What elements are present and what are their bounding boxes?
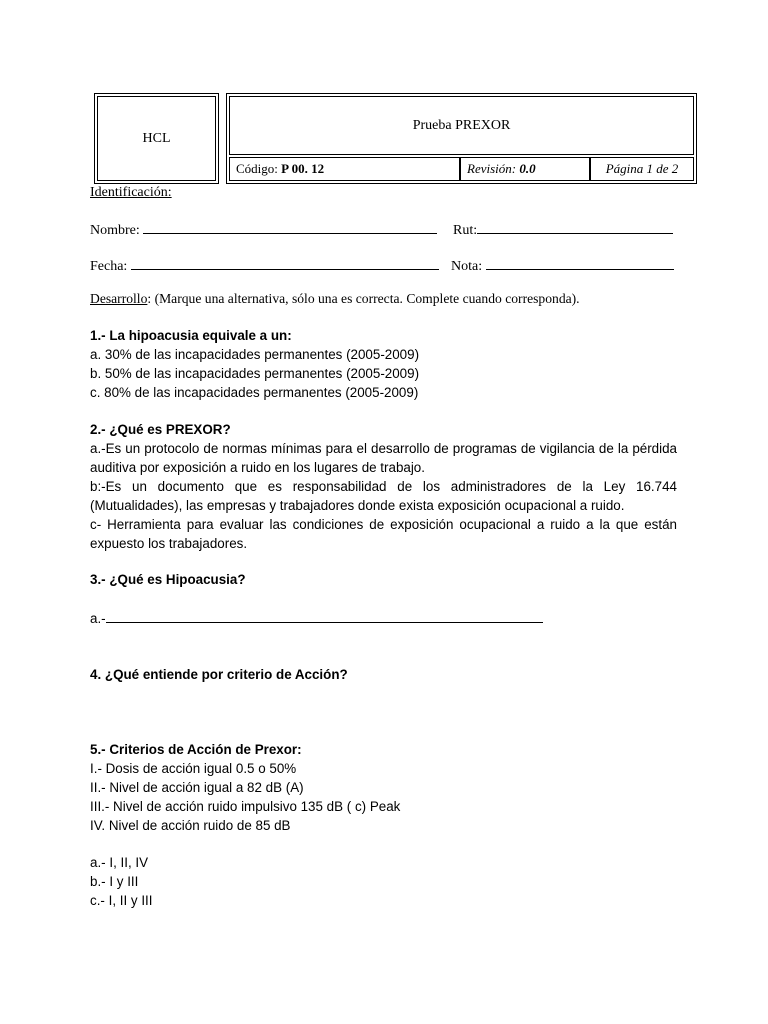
page-indicator: Página 1 de 2: [605, 161, 679, 176]
code-cell: [229, 157, 460, 181]
option-a[interactable]: a.- I, II, IV: [90, 855, 149, 870]
option-b[interactable]: b:-Es un documento que es responsabilidad de los administradores de la Ley 16.744 (Mutualidades), las empresas y trabajadores donde exista exposición ocupacional a ruido.: [90, 479, 677, 513]
instructions-label: Desarrollo: [90, 291, 148, 306]
instructions: [90, 291, 580, 307]
option-b[interactable]: b. 50% de las incapacidades permanentes (2005-2009): [90, 366, 420, 381]
name-field[interactable]: [143, 220, 437, 234]
question-3: [90, 570, 677, 589]
question-title: 5.- Criterios de Acción de Prexor:: [90, 742, 302, 757]
question-title: 1.- La hipoacusia equivale a un:: [90, 328, 292, 343]
org-box: [97, 96, 216, 181]
question-title: 4. ¿Qué entiende por criterio de Acción?: [90, 667, 348, 682]
rut-row: [453, 220, 673, 239]
criterion-1: I.- Dosis de acción igual 0.5 o 50%: [90, 761, 297, 776]
answer-field[interactable]: [106, 609, 543, 623]
identification-heading: Identificación:: [90, 185, 172, 200]
option-c[interactable]: c. 80% de las incapacidades permanentes (2005-2009): [90, 385, 419, 400]
question-title: 3.- ¿Qué es Hipoacusia?: [90, 572, 246, 587]
title-box: [229, 96, 694, 155]
org-name: HCL: [142, 130, 171, 146]
criterion-4: IV. Nivel de acción ruido de 85 dB: [90, 818, 291, 833]
question-3-answer: [90, 609, 543, 626]
page-cell: [590, 157, 694, 181]
revision-cell: [460, 157, 590, 181]
option-a[interactable]: a.-Es un protocolo de normas mínimas para el desarrollo de programas de vigilancia de la pérdida auditiva por exposición a ruido en los lugares de trabajo.: [90, 441, 677, 475]
grade-field[interactable]: [486, 256, 674, 270]
name-label: Nombre:: [90, 223, 140, 238]
criterion-3: III.- Nivel de acción ruido impulsivo 135 dB ( c) Peak: [90, 799, 401, 814]
date-row: [90, 256, 439, 275]
grade-label: Nota:: [451, 259, 483, 274]
rut-field[interactable]: [477, 220, 673, 234]
question-5-options: [90, 853, 677, 910]
question-5: [90, 740, 677, 835]
rut-label: Rut:: [453, 223, 478, 238]
code-value: P 00. 12: [281, 161, 325, 176]
instructions-text: : (Marque una alternativa, sólo una es correcta. Complete cuando corresponda).: [147, 291, 580, 306]
option-c[interactable]: c- Herramienta para evaluar las condiciones de exposición ocupacional a ruido a la que están expuesto los trabajadores.: [90, 517, 677, 551]
name-row: [90, 220, 437, 239]
option-b[interactable]: b.- I y III: [90, 874, 139, 889]
answer-prefix: a.-: [90, 611, 106, 626]
date-label: Fecha:: [90, 259, 128, 274]
date-field[interactable]: [131, 256, 439, 270]
code-label: Código:: [236, 161, 278, 176]
question-4: [90, 665, 677, 684]
revision-value: 0.0: [519, 161, 536, 176]
question-title: 2.- ¿Qué es PREXOR?: [90, 422, 231, 437]
question-1: [90, 326, 677, 402]
revision-label: Revisión:: [467, 161, 517, 176]
question-2: [90, 420, 677, 553]
option-a[interactable]: a. 30% de las incapacidades permanentes (2005-2009): [90, 347, 420, 362]
option-c[interactable]: c.- I, II y III: [90, 893, 153, 908]
document-title: Prueba PREXOR: [412, 117, 511, 133]
grade-row: [451, 256, 674, 275]
criterion-2: II.- Nivel de acción igual a 82 dB (A): [90, 780, 304, 795]
